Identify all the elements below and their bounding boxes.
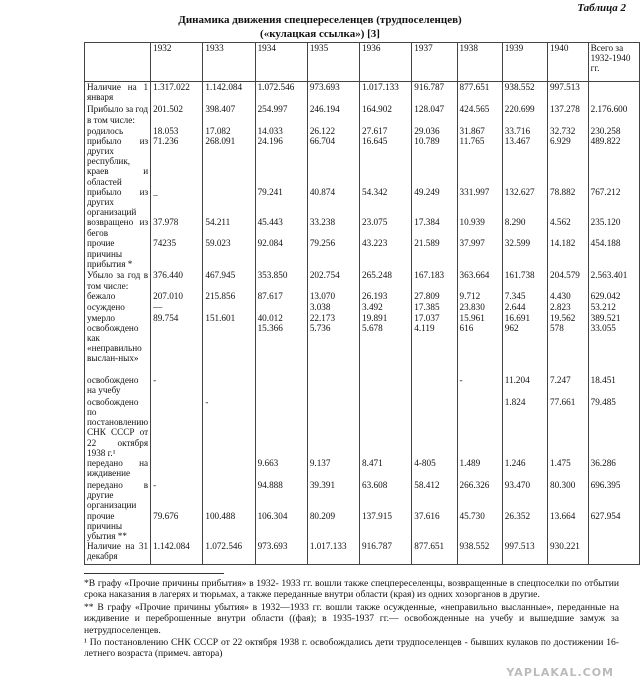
table-cell: 3.492 bbox=[360, 302, 412, 312]
table-cell: 220.699 bbox=[502, 104, 547, 115]
table-cell: - bbox=[151, 480, 203, 511]
table-cell: 22.173 bbox=[307, 313, 359, 323]
table-cell: 13.070 bbox=[307, 291, 359, 302]
table-row bbox=[85, 397, 640, 458]
table-cell bbox=[412, 397, 457, 458]
table-cell: 161.738 bbox=[502, 270, 547, 291]
table-cell: 19.891 bbox=[360, 313, 412, 323]
table-cell: 877.651 bbox=[412, 541, 457, 564]
table-cell: 1.246 bbox=[502, 458, 547, 480]
table-row bbox=[85, 82, 640, 104]
table-cell: 9.137 bbox=[307, 458, 359, 480]
table-cell: 489.822 bbox=[588, 136, 639, 187]
table-cell: 37.616 bbox=[412, 511, 457, 542]
table-cell: 17.385 bbox=[412, 302, 457, 312]
table-cell: 14.182 bbox=[548, 238, 589, 270]
table-cell: 4-805 bbox=[412, 458, 457, 480]
table-row bbox=[85, 375, 640, 397]
table-cell bbox=[548, 115, 589, 126]
table-cell bbox=[457, 115, 502, 126]
table-cell: 17.037 bbox=[412, 313, 457, 323]
table-title: Динамика движения спецпереселенцев (трудпоселенцев) bbox=[178, 14, 462, 26]
table-cell: 696.395 bbox=[588, 480, 639, 511]
table-cell: 40.874 bbox=[307, 187, 359, 218]
table-cell: 167.183 bbox=[412, 270, 457, 291]
table-cell bbox=[203, 115, 255, 126]
table-cell: 467.945 bbox=[203, 270, 255, 291]
table-cell: 40.012 bbox=[255, 313, 307, 323]
column-header: 1936 bbox=[360, 43, 412, 82]
table-cell: 13.467 bbox=[502, 136, 547, 187]
table-cell: 10.789 bbox=[412, 136, 457, 187]
table-cell bbox=[203, 323, 255, 375]
table-cell: 45.443 bbox=[255, 217, 307, 238]
table-cell: 63.608 bbox=[360, 480, 412, 511]
table-cell: 4.562 bbox=[548, 217, 589, 238]
column-header: 1933 bbox=[203, 43, 255, 82]
table-cell: 9.712 bbox=[457, 291, 502, 302]
table-cell: 616 bbox=[457, 323, 502, 375]
row-label: Наличие на 31 декабря bbox=[85, 541, 151, 564]
table-cell: 398.407 bbox=[203, 104, 255, 115]
row-label: возвращено из бегов bbox=[85, 217, 151, 238]
table-row bbox=[85, 291, 640, 302]
table-cell: 1.824 bbox=[502, 397, 547, 458]
table-row bbox=[85, 270, 640, 291]
table-cell: 938.552 bbox=[457, 541, 502, 564]
column-header-label bbox=[85, 43, 151, 82]
table-cell: 2.823 bbox=[548, 302, 589, 312]
table-cell: 33.055 bbox=[588, 323, 639, 375]
row-label: прибыло из других организаций bbox=[85, 187, 151, 218]
table-header-row bbox=[85, 43, 640, 82]
table-cell: 246.194 bbox=[307, 104, 359, 115]
table-row bbox=[85, 480, 640, 511]
watermark: YAPLAKAL.COM bbox=[506, 666, 614, 679]
table-cell: 53.212 bbox=[588, 302, 639, 312]
table-body bbox=[85, 82, 640, 565]
table-cell: 37.997 bbox=[457, 238, 502, 270]
table-cell: 877.651 bbox=[457, 82, 502, 104]
row-label: прибыло из других республик, краев и областей bbox=[85, 136, 151, 187]
table-cell: 39.391 bbox=[307, 480, 359, 511]
table-cell: 79.241 bbox=[255, 187, 307, 218]
table-cell: 454.188 bbox=[588, 238, 639, 270]
column-header: 1940 bbox=[548, 43, 589, 82]
table-cell: — bbox=[151, 302, 203, 312]
table-cell: 100.488 bbox=[203, 511, 255, 542]
table-cell: 8.471 bbox=[360, 458, 412, 480]
table-cell: 627.954 bbox=[588, 511, 639, 542]
row-label: передано на иждивение bbox=[85, 458, 151, 480]
footnote-3: ¹ По постановлению СНК СССР от 22 октября 1938 г. освобождались дети трудпоселенцев - бывших кулаков по достижении 16-летнего возраста (примеч. автора) bbox=[84, 637, 619, 660]
table-cell: 32.599 bbox=[502, 238, 547, 270]
table-cell: 629.042 bbox=[588, 291, 639, 302]
table-cell: 202.754 bbox=[307, 270, 359, 291]
table-cell: 21.589 bbox=[412, 238, 457, 270]
column-header: 1938 bbox=[457, 43, 502, 82]
table-cell bbox=[360, 397, 412, 458]
table-row bbox=[85, 302, 640, 312]
table-cell: 11.204 bbox=[502, 375, 547, 397]
footnote-1: *В графу «Прочие причины прибытия» в 1932- 1933 гг. вошли также спецпереселенцы, возвращенные в спецпоселки по отбытии срока наказания в лагерях и тюрьмах, а также переданные внутри области (края) из одних хозорганов в другие. bbox=[84, 578, 619, 601]
table-cell: 24.196 bbox=[255, 136, 307, 187]
table-cell: 938.552 bbox=[502, 82, 547, 104]
table-cell bbox=[203, 187, 255, 218]
table-row bbox=[85, 511, 640, 542]
footnotes bbox=[84, 578, 619, 661]
table-cell: 1.017.133 bbox=[360, 82, 412, 104]
resettlement-table bbox=[84, 42, 640, 565]
table-cell bbox=[255, 375, 307, 397]
table-cell: 78.882 bbox=[548, 187, 589, 218]
table-cell: 1.142.084 bbox=[151, 541, 203, 564]
table-cell: 59.023 bbox=[203, 238, 255, 270]
table-cell bbox=[255, 302, 307, 312]
table-cell: 230.258 bbox=[588, 126, 639, 136]
table-cell: 33.238 bbox=[307, 217, 359, 238]
table-cell: 4.430 bbox=[548, 291, 589, 302]
table-cell: 36.286 bbox=[588, 458, 639, 480]
table-cell: 973.693 bbox=[307, 82, 359, 104]
table-cell: 3.038 bbox=[307, 302, 359, 312]
table-cell: 389.521 bbox=[588, 313, 639, 323]
table-cell: 16.645 bbox=[360, 136, 412, 187]
table-cell: 79.256 bbox=[307, 238, 359, 270]
table-cell: 151.601 bbox=[203, 313, 255, 323]
table-row bbox=[85, 187, 640, 218]
table-cell bbox=[151, 397, 203, 458]
table-cell: 27.617 bbox=[360, 126, 412, 136]
table-cell bbox=[588, 115, 639, 126]
table-cell: 16.691 bbox=[502, 313, 547, 323]
table-cell: 376.440 bbox=[151, 270, 203, 291]
table-cell: - bbox=[203, 397, 255, 458]
table-cell: 353.850 bbox=[255, 270, 307, 291]
table-cell: 32.732 bbox=[548, 126, 589, 136]
table-cell: 49.249 bbox=[412, 187, 457, 218]
table-cell bbox=[307, 375, 359, 397]
table-cell bbox=[203, 375, 255, 397]
row-label: осуждено bbox=[85, 302, 151, 312]
table-subtitle: («кулацкая ссылка») [3] bbox=[260, 28, 380, 40]
row-label: родилось bbox=[85, 126, 151, 136]
row-label: освобождено на учебу bbox=[85, 375, 151, 397]
table-cell: 26.193 bbox=[360, 291, 412, 302]
table-cell: 14.033 bbox=[255, 126, 307, 136]
table-cell: 58.412 bbox=[412, 480, 457, 511]
table-cell bbox=[151, 458, 203, 480]
table-cell: 11.765 bbox=[457, 136, 502, 187]
table-cell: 2.644 bbox=[502, 302, 547, 312]
table-cell: 79.485 bbox=[588, 397, 639, 458]
table-cell bbox=[412, 375, 457, 397]
table-cell: 23.075 bbox=[360, 217, 412, 238]
table-cell bbox=[255, 397, 307, 458]
table-cell: 266.326 bbox=[457, 480, 502, 511]
table-cell: 4.119 bbox=[412, 323, 457, 375]
table-cell bbox=[307, 115, 359, 126]
row-label: Наличие на 1 января bbox=[85, 82, 151, 104]
table-cell: 80.300 bbox=[548, 480, 589, 511]
table-cell bbox=[412, 115, 457, 126]
table-row bbox=[85, 115, 640, 126]
row-label: бежало bbox=[85, 291, 151, 302]
table-cell bbox=[151, 323, 203, 375]
table-cell: 13.664 bbox=[548, 511, 589, 542]
table-cell: - bbox=[151, 375, 203, 397]
table-label: Таблица 2 bbox=[577, 2, 626, 14]
table-cell: 77.661 bbox=[548, 397, 589, 458]
table-cell: 54.342 bbox=[360, 187, 412, 218]
table-cell bbox=[203, 458, 255, 480]
column-header: 1935 bbox=[307, 43, 359, 82]
table-cell: 79.676 bbox=[151, 511, 203, 542]
table-cell: 578 bbox=[548, 323, 589, 375]
table-row bbox=[85, 126, 640, 136]
row-label: освобождено по постановлению СНК СССР от 22 октября 1938 г.¹ bbox=[85, 397, 151, 458]
table-cell: 27.809 bbox=[412, 291, 457, 302]
table-row bbox=[85, 323, 640, 375]
table-cell: 87.617 bbox=[255, 291, 307, 302]
table-cell: 1.072.546 bbox=[255, 82, 307, 104]
table-cell: 71.236 bbox=[151, 136, 203, 187]
table-cell: - bbox=[457, 375, 502, 397]
table-cell: 254.997 bbox=[255, 104, 307, 115]
table-cell bbox=[307, 397, 359, 458]
row-label: Убыло за год в том числе: bbox=[85, 270, 151, 291]
table-cell: 1.142.084 bbox=[203, 82, 255, 104]
table-cell bbox=[203, 302, 255, 312]
table-cell bbox=[360, 375, 412, 397]
table-cell: 18.451 bbox=[588, 375, 639, 397]
table-cell: 132.627 bbox=[502, 187, 547, 218]
column-header: 1937 bbox=[412, 43, 457, 82]
table-cell: 997.513 bbox=[502, 541, 547, 564]
table-cell: 19.562 bbox=[548, 313, 589, 323]
table-cell: 94.888 bbox=[255, 480, 307, 511]
table-cell: 1.475 bbox=[548, 458, 589, 480]
table-cell: 45.730 bbox=[457, 511, 502, 542]
table-cell: 89.754 bbox=[151, 313, 203, 323]
column-header: 1934 bbox=[255, 43, 307, 82]
table-cell bbox=[588, 82, 639, 104]
table-cell: 137.278 bbox=[548, 104, 589, 115]
table-cell: 201.502 bbox=[151, 104, 203, 115]
table-cell: 5.678 bbox=[360, 323, 412, 375]
column-header: 1932 bbox=[151, 43, 203, 82]
table-cell: 7.345 bbox=[502, 291, 547, 302]
table-cell: 74235 bbox=[151, 238, 203, 270]
table-row bbox=[85, 136, 640, 187]
table-cell: 2.563.401 bbox=[588, 270, 639, 291]
table-row bbox=[85, 238, 640, 270]
table-cell: 1.317.022 bbox=[151, 82, 203, 104]
table-cell bbox=[203, 480, 255, 511]
column-header: Всего за 1932-1940 гг. bbox=[588, 43, 639, 82]
table-cell: 9.663 bbox=[255, 458, 307, 480]
table-cell: 962 bbox=[502, 323, 547, 375]
table-cell bbox=[588, 541, 639, 564]
table-cell: 930.221 bbox=[548, 541, 589, 564]
table-cell bbox=[457, 397, 502, 458]
row-label: Прибыло за год bbox=[85, 104, 151, 115]
table-cell: 66.704 bbox=[307, 136, 359, 187]
table-cell: 37.978 bbox=[151, 217, 203, 238]
table-cell: 767.212 bbox=[588, 187, 639, 218]
row-label: освобождено как «неправильно выслан-ных» bbox=[85, 323, 151, 375]
table-cell: 80.209 bbox=[307, 511, 359, 542]
table-cell: 164.902 bbox=[360, 104, 412, 115]
table-cell: 8.290 bbox=[502, 217, 547, 238]
row-label: прочие причины убытия ** bbox=[85, 511, 151, 542]
row-label: передано в другие организации bbox=[85, 480, 151, 511]
table-cell: 106.304 bbox=[255, 511, 307, 542]
table-cell: 1.489 bbox=[457, 458, 502, 480]
table-cell: 43.223 bbox=[360, 238, 412, 270]
table-cell: 997.513 bbox=[548, 82, 589, 104]
table-cell: 268.091 bbox=[203, 136, 255, 187]
table-cell: 424.565 bbox=[457, 104, 502, 115]
table-cell: 265.248 bbox=[360, 270, 412, 291]
table-cell: 128.047 bbox=[412, 104, 457, 115]
table-cell: 18.053 bbox=[151, 126, 203, 136]
row-label: прочие причины прибытия * bbox=[85, 238, 151, 270]
table-cell: 363.664 bbox=[457, 270, 502, 291]
table-cell: 207.010 bbox=[151, 291, 203, 302]
table-cell: 26.352 bbox=[502, 511, 547, 542]
table-cell: 215.856 bbox=[203, 291, 255, 302]
table-cell: 5.736 bbox=[307, 323, 359, 375]
table-row bbox=[85, 217, 640, 238]
table-cell: 137.915 bbox=[360, 511, 412, 542]
table-cell: _ bbox=[151, 187, 203, 218]
column-header: 1939 bbox=[502, 43, 547, 82]
table-row bbox=[85, 458, 640, 480]
table-cell: 54.211 bbox=[203, 217, 255, 238]
table-cell: 916.787 bbox=[360, 541, 412, 564]
table-cell: 1.017.133 bbox=[307, 541, 359, 564]
table-cell: 15.961 bbox=[457, 313, 502, 323]
table-cell: 204.579 bbox=[548, 270, 589, 291]
table-cell: 23.830 bbox=[457, 302, 502, 312]
table-cell: 916.787 bbox=[412, 82, 457, 104]
table-cell: 31.867 bbox=[457, 126, 502, 136]
table-cell bbox=[255, 115, 307, 126]
table-cell: 17.384 bbox=[412, 217, 457, 238]
table-cell: 15.366 bbox=[255, 323, 307, 375]
footnote-2: ** В графу «Прочие причины убытия» в 1932—1933 гг. вошли также осужденные, «неправильно высланные», переданные на иждивение и переброшенные внутри области ((фая); в 1935-1937 гг.— освобожденные на учебу и вышедшие замуж за нетрудпоселенцев. bbox=[84, 601, 619, 636]
table-cell: 7.247 bbox=[548, 375, 589, 397]
table-cell: 33.716 bbox=[502, 126, 547, 136]
row-label: в том числе: bbox=[85, 115, 151, 126]
table-cell bbox=[502, 115, 547, 126]
table-cell: 331.997 bbox=[457, 187, 502, 218]
table-row bbox=[85, 541, 640, 564]
table-row bbox=[85, 104, 640, 115]
table-cell: 29.036 bbox=[412, 126, 457, 136]
table-cell: 2.176.600 bbox=[588, 104, 639, 115]
table-cell bbox=[360, 115, 412, 126]
table-cell: 6.929 bbox=[548, 136, 589, 187]
footnote-divider bbox=[84, 573, 224, 574]
table-cell bbox=[151, 115, 203, 126]
table-cell: 92.084 bbox=[255, 238, 307, 270]
table-cell: 17.082 bbox=[203, 126, 255, 136]
table-cell: 235.120 bbox=[588, 217, 639, 238]
row-label: умерло bbox=[85, 313, 151, 323]
table-cell: 10.939 bbox=[457, 217, 502, 238]
table-cell: 26.122 bbox=[307, 126, 359, 136]
table-cell: 973.693 bbox=[255, 541, 307, 564]
table-cell: 1.072.546 bbox=[203, 541, 255, 564]
table-cell: 93.470 bbox=[502, 480, 547, 511]
table-row bbox=[85, 313, 640, 323]
